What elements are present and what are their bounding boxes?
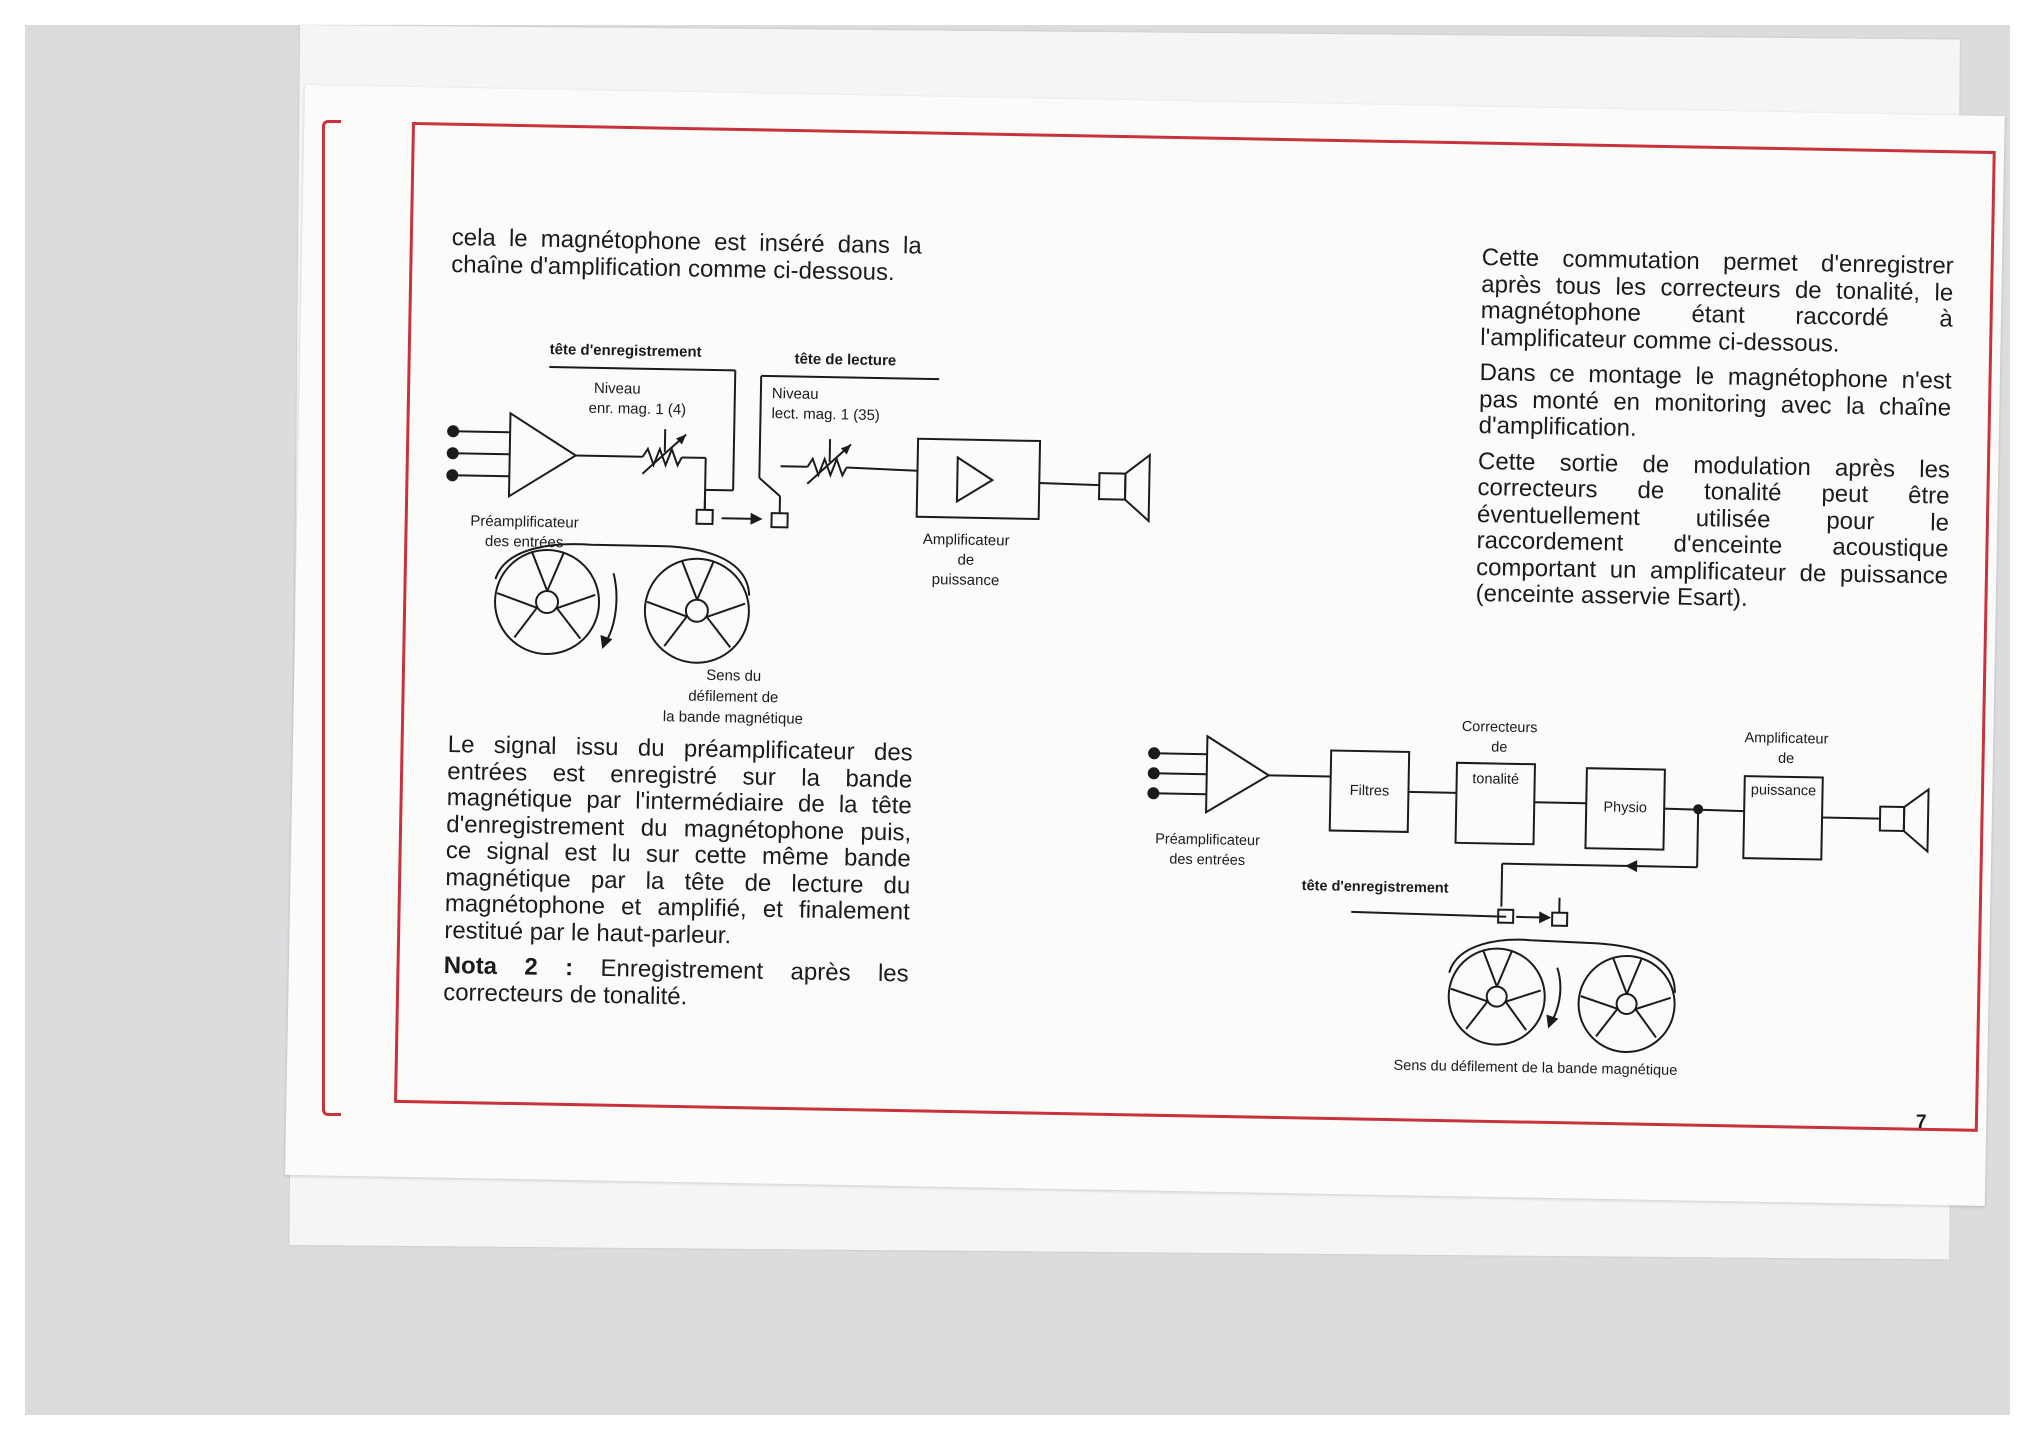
page-number: 7 (1916, 1112, 1927, 1133)
binding-edge-mark (322, 120, 341, 1116)
label-level-play-2: lect. mag. 1 (35) (771, 405, 881, 425)
reel-icon (494, 549, 600, 655)
play-head-icon (771, 513, 787, 527)
label-tape-direction: Sens du défilement de la bande magnétique (1393, 1057, 1678, 1079)
signal-paragraph (443, 732, 913, 1023)
label-correcteurs: Correcteurs (1461, 718, 1538, 737)
label-amp-1: Amplificateur (1744, 730, 1829, 748)
amp-triangle-icon (957, 458, 993, 503)
right-paragraph: Cette sortie de modulation après les correcteurs de tonalité peut être éventuellement utilisée pour le raccordement d'enceinte acoustique comportant un amplificateur de puissance (enceinte asservie Esart). (1475, 447, 1951, 612)
label-head-record: tête d'enregistrement (549, 341, 702, 361)
right-paragraph: Dans ce montage le magnétophone n'est pas monté en monitoring avec la chaîne d'amplification. (1478, 358, 1952, 442)
label-amp-2: de (957, 551, 975, 569)
label-puissance: puissance (1750, 782, 1817, 800)
label-tape-1: Sens du (706, 666, 762, 685)
reel-icon (644, 558, 750, 664)
label-tape-3: la bande magnétique (662, 708, 804, 728)
speaker-icon (1880, 807, 1904, 831)
speaker-icon (1099, 473, 1125, 499)
intro-text: cela le magnétophone est inséré dans la chaîne d'amplification comme ci-dessous. (451, 224, 922, 286)
intro-paragraph (451, 225, 922, 296)
label-head-record: tête d'enregistrement (1301, 877, 1449, 897)
label-amp-1: Amplificateur (922, 530, 1010, 550)
record-head-icon (696, 510, 712, 524)
label-preamp-1: Préamplificateur (1155, 831, 1261, 850)
nota-label: Nota 2 : (443, 951, 574, 982)
preamp-triangle-icon (509, 413, 577, 497)
nota-text: Enregistrement après les correcteurs de tonalité. (442, 954, 909, 1010)
direction-arrow-icon (606, 573, 617, 641)
diagram-monitoring (433, 330, 1180, 743)
label-filtres: Filtres (1349, 782, 1390, 800)
label-level-rec-1: Niveau (593, 379, 641, 398)
power-amp-box (917, 439, 1040, 519)
label-preamp-2: des entrées (1169, 851, 1246, 869)
label-level-play-1: Niveau (771, 385, 819, 403)
label-preamp-1: Préamplificateur (470, 512, 579, 532)
label-physio: Physio (1603, 799, 1648, 817)
preamp-triangle-icon (1206, 736, 1269, 813)
label-correcteurs-de: de (1491, 739, 1508, 756)
signal-text: Le signal issu du préamplificateur des entrées est enregistré sur la bande magnétique par l'intermédiaire de la tête d'enregistrement du magnétophone puis, ce signal est lu sur cette même bande magnétique par la tête de lecture du magnétophone et amplifié, et finalement restitué par le haut-parleur. (444, 731, 913, 949)
right-column-text (1475, 245, 1954, 625)
nota-2 (443, 953, 909, 1015)
right-paragraph: Cette commutation permet d'enregistrer après tous les correcteurs de tonalité, le magnétophone étant raccordé à l'amplificateur comme ci-dessous. (1480, 244, 1954, 358)
label-preamp-2: des entrées (484, 532, 564, 552)
label-amp-3: puissance (931, 571, 1000, 590)
diagram-after-tone-correction (1133, 705, 1950, 1090)
label-tonalite: tonalité (1472, 771, 1520, 788)
label-level-rec-2: enr. mag. 1 (4) (588, 399, 687, 419)
reel-icon (1578, 955, 1676, 1053)
label-head-play: tête de lecture (794, 350, 897, 370)
direction-arrow-icon (1552, 968, 1560, 1021)
label-tape-2: défilement de (688, 687, 779, 707)
reel-icon (1448, 948, 1546, 1046)
play-head-icon (1552, 913, 1567, 926)
label-amp-2: de (1777, 750, 1795, 767)
